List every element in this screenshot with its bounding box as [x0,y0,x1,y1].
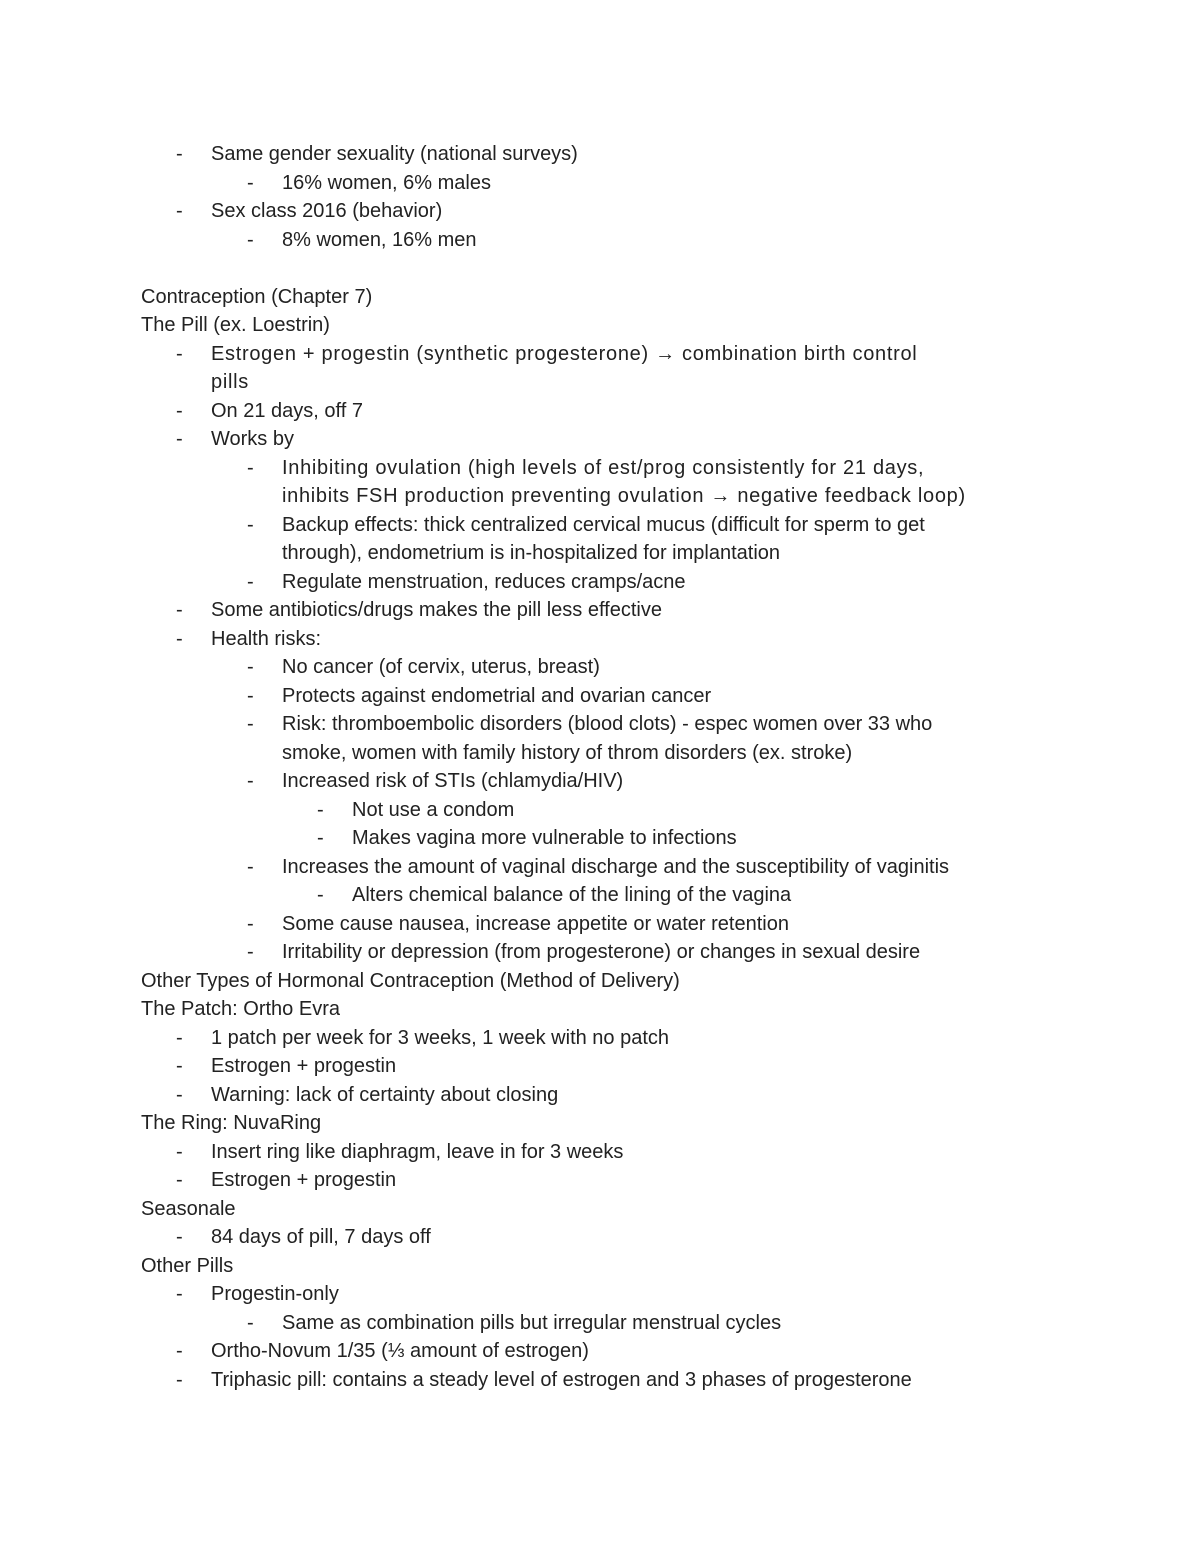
bullet-item [0,824,1200,852]
bullet-item [0,197,1200,225]
line-text: 16% women, 6% males [282,171,491,194]
line-text: Ortho-Novum 1/35 (⅓ amount of estrogen) [211,1340,589,1362]
line-text: Estrogen + progestin (synthetic progesterone) → combination birth control [211,342,918,365]
line-text: Other Pills [141,1254,234,1277]
bullet-dash: - [317,884,324,906]
bullet-item [0,1052,1200,1080]
bullet-item [0,938,1200,966]
bullet-item [0,454,1200,482]
bullet-dash: - [176,627,183,650]
heading-line [0,995,1200,1023]
bullet-item [0,1166,1200,1194]
line-text: Other Types of Hormonal Contraception (Method of Delivery) [141,969,680,992]
heading-line [0,967,1200,995]
line-text: Risk: thromboembolic disorders (blood clots) - espec women over 33 who [282,713,933,735]
line-text: Makes vagina more vulnerable to infections [352,827,737,849]
line-text: 1 patch per week for 3 weeks, 1 week with no patch [211,1026,670,1049]
heading-line [0,283,1200,311]
line-text: smoke, women with family history of throm disorders (ex. stroke) [282,741,853,764]
line-text: Protects against endometrial and ovarian cancer [282,684,712,707]
heading-line [0,1252,1200,1280]
bullet-dash: - [247,228,254,251]
bullet-item [0,1309,1200,1337]
bullet-dash: - [247,171,254,194]
bullet-item [0,140,1200,168]
bullet-item [0,1138,1200,1166]
bullet-dash: - [176,1083,183,1106]
line-text: Health risks: [211,627,322,650]
line-text: Increases the amount of vaginal discharge and the susceptibility of vaginitis [282,855,950,878]
bullet-item [0,511,1200,539]
line-text: inhibits FSH production preventing ovulation → negative feedback loop) [282,485,966,507]
heading-line [0,254,1200,282]
bullet-item [0,397,1200,425]
bullet-item [0,568,1200,596]
line-text: through), endometrium is in-hospitalized for implantation [282,542,781,564]
line-text: pills [211,371,249,393]
bullet-dash: - [317,798,324,821]
heading-line [0,1195,1200,1223]
bullet-dash: - [317,827,324,849]
bullet-dash: - [176,1283,183,1305]
bullet-item [0,881,1200,909]
line-text: Some cause nausea, increase appetite or water retention [282,912,789,935]
bullet-dash: - [176,342,184,365]
line-text: Regulate menstruation, reduces cramps/acne [282,570,686,593]
bullet-dash: - [247,912,254,935]
bullet-dash: - [176,399,183,422]
line-text: Estrogen + progestin [211,1169,397,1191]
bullet-item [0,1337,1200,1365]
line-text: Alters chemical balance of the lining of the vagina [352,884,792,906]
bullet-item [0,539,1200,567]
line-text: Not use a condom [352,798,515,821]
bullet-item [0,169,1200,197]
bullet-dash: - [176,1340,183,1362]
line-text: The Patch: Ortho Evra [141,998,340,1020]
line-text: Inhibiting ovulation (high levels of est/prog consistently for 21 days, [282,456,925,479]
bullet-item [0,1223,1200,1251]
line-text: Insert ring like diaphragm, leave in for 3 weeks [211,1140,624,1163]
bullet-item [0,1081,1200,1109]
bullet-dash: - [176,1368,183,1391]
line-text: Irritability or depression (from progesterone) or changes in sexual desire [282,941,921,963]
bullet-item [0,482,1200,510]
bullet-dash: - [247,1311,254,1334]
bullet-item [0,653,1200,681]
bullet-item [0,796,1200,824]
line-text: Some antibiotics/drugs makes the pill less effective [211,599,662,621]
bullet-item [0,910,1200,938]
bullet-item [0,340,1200,368]
heading-line [0,1109,1200,1137]
line-text: No cancer (of cervix, uterus, breast) [282,656,600,678]
bullet-item [0,226,1200,254]
line-text: 8% women, 16% men [282,228,477,251]
bullet-dash: - [247,941,254,963]
bullet-item [0,596,1200,624]
bullet-item [0,682,1200,710]
bullet-item [0,1366,1200,1394]
bullet-dash: - [247,456,255,479]
heading-line [0,311,1200,339]
line-text: The Ring: NuvaRing [141,1112,322,1134]
bullet-dash: - [176,428,183,450]
line-text: Backup effects: thick centralized cervical mucus (difficult for sperm to get [282,513,925,536]
bullet-dash: - [247,656,254,678]
bullet-dash: - [176,200,183,222]
bullet-dash: - [176,1026,183,1049]
bullet-dash: - [176,1169,183,1191]
bullet-item [0,739,1200,767]
line-text: Triphasic pill: contains a steady level of estrogen and 3 phases of progesterone [211,1368,912,1391]
line-text: 84 days of pill, 7 days off [211,1226,431,1248]
bullet-dash: - [247,570,254,593]
line-text: Seasonale [141,1197,236,1220]
bullet-item [0,625,1200,653]
line-text: Sex class 2016 (behavior) [211,200,443,222]
line-text: Increased risk of STIs (chlamydia/HIV) [282,770,624,792]
line-text: Progestin-only [211,1283,339,1305]
bullet-dash: - [176,599,183,621]
line-text: The Pill (ex. Loestrin) [141,314,330,336]
bullet-dash: - [176,143,183,165]
bullet-item [0,1024,1200,1052]
bullet-dash: - [247,684,254,707]
bullet-item [0,425,1200,453]
bullet-item [0,853,1200,881]
line-text: Same gender sexuality (national surveys) [211,143,578,165]
bullet-dash: - [176,1226,183,1248]
bullet-dash: - [247,770,254,792]
bullet-dash: - [247,713,254,735]
line-text: Works by [211,428,294,450]
bullet-dash: - [176,1140,183,1163]
line-text: Warning: lack of certainty about closing [211,1083,559,1106]
bullet-item [0,1280,1200,1308]
line-text: Contraception (Chapter 7) [141,285,373,308]
bullet-dash: - [176,1055,183,1077]
bullet-dash: - [247,513,254,536]
line-text: Same as combination pills but irregular menstrual cycles [282,1311,782,1334]
bullet-item [0,767,1200,795]
line-text: Estrogen + progestin [211,1055,397,1077]
line-text: On 21 days, off 7 [211,399,363,422]
bullet-item [0,710,1200,738]
bullet-item [0,368,1200,396]
bullet-dash: - [247,855,254,878]
